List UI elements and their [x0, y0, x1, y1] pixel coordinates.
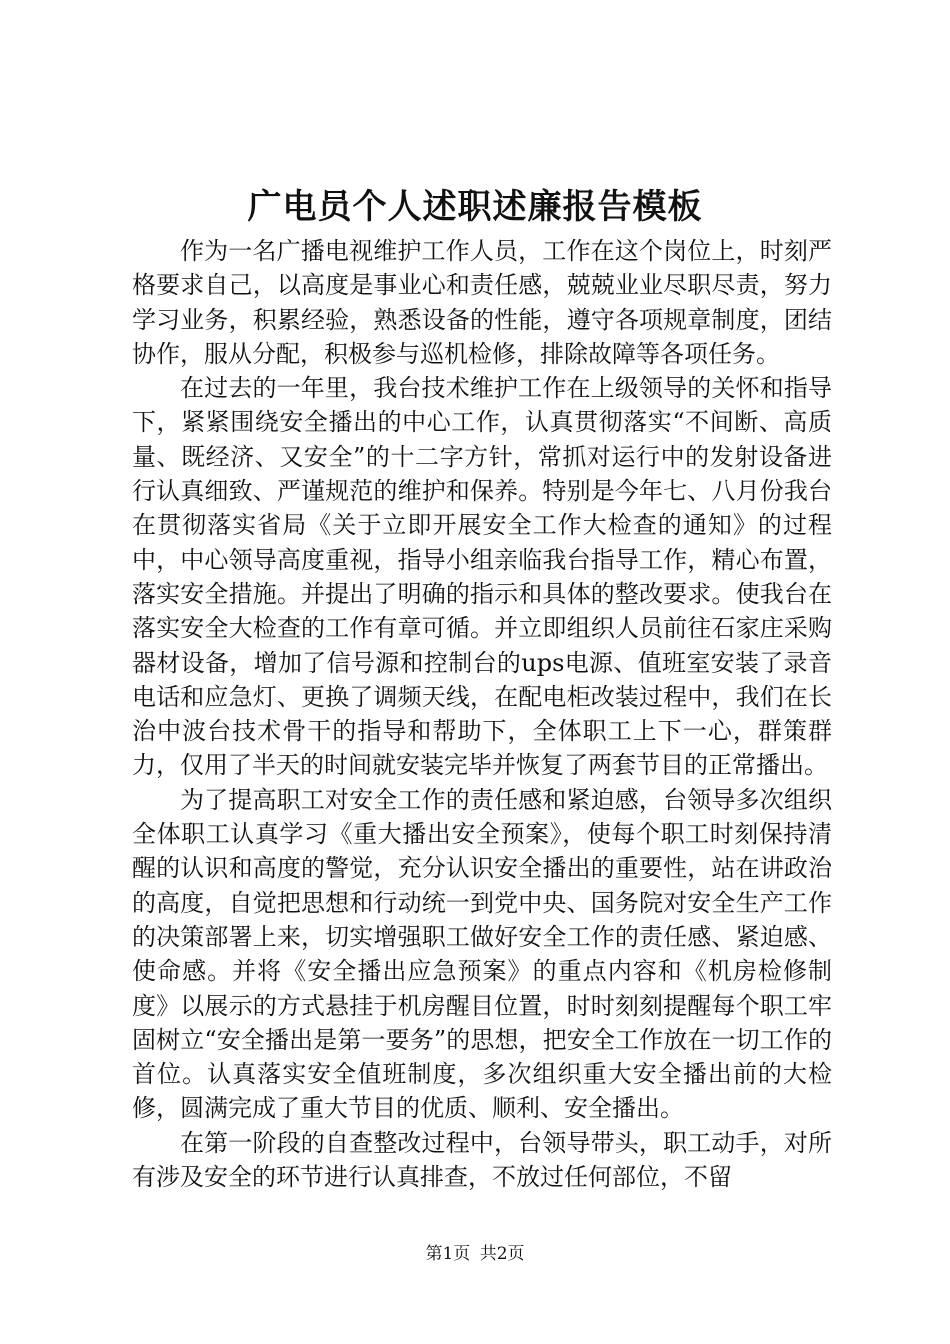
paragraph: 在过去的一年里，我台技术维护工作在上级领导的关怀和指导下，紧紧围绕安全播出的中心工作，认真贯彻落实“不间断、高质量、既经济、又安全”的十二字方针，常抓对运行中的发射设备进行认真细致、严谨规范的维护和保养。特别是今年七、八月份我台在贯彻落实省局《关于立即开展安全工作大检查的通知》的过程中，中心领导高度重视，指导小组亲临我台指导工作，精心布置，落实安全措施。并提出了明确的指示和具体的整改要求。使我台在落实安全大检查的工作有章可循。并立即组织人员前往石家庄采购器材设备，增加了信号源和控制台的ups电源、值班室安装了录音电话和应急灯、更换了调频天线，在配电柜改装过程中，我们在长治中波台技术骨干的指导和帮助下，全体职工上下一心，群策群力，仅用了半天的时间就安装完毕并恢复了两套节目的正常播出。 [132, 374, 832, 780]
paragraph: 在第一阶段的自查整改过程中，台领导带头，职工动手，对所有涉及安全的环节进行认真排查，不放过任何部位，不留 [132, 1128, 832, 1192]
page-footer [0, 1242, 950, 1266]
paragraph: 为了提高职工对安全工作的责任感和紧迫感，台领导多次组织全体职工认真学习《重大播出安全预案》，使每个职工时刻保持清醒的认识和高度的警觉，充分认识安全播出的重要性，站在讲政治的高度，自觉把思想和行动统一到党中央、国务院对安全生产工作的决策部署上来，切实增强职工做好安全工作的责任感、紧迫感、使命感。并将《安全播出应急预案》的重点内容和《机房检修制度》以展示的方式悬挂于机房醒目位置，时时刻刻提醒每个职工牢固树立“安全播出是第一要务”的思想，把安全工作放在一切工作的首位。认真落实安全值班制度，多次组织重大安全播出前的大检修，圆满完成了重大节目的优质、顺利、安全播出。 [132, 785, 832, 1123]
document-body [132, 234, 832, 1194]
paragraph: 作为一名广播电视维护工作人员，工作在这个岗位上，时刻严格要求自己，以高度是事业心和责任感，兢兢业业尽职尽责，努力学习业务，积累经验，熟悉设备的性能，遵守各项规章制度，团结协作，服从分配，积极参与巡机检修，排除故障等各项任务。 [132, 237, 832, 368]
document-title: 广电员个人述职述廉报告模板 [247, 187, 703, 227]
page-number: 第1页 [425, 1244, 471, 1264]
page-total: 共2页 [479, 1244, 525, 1264]
